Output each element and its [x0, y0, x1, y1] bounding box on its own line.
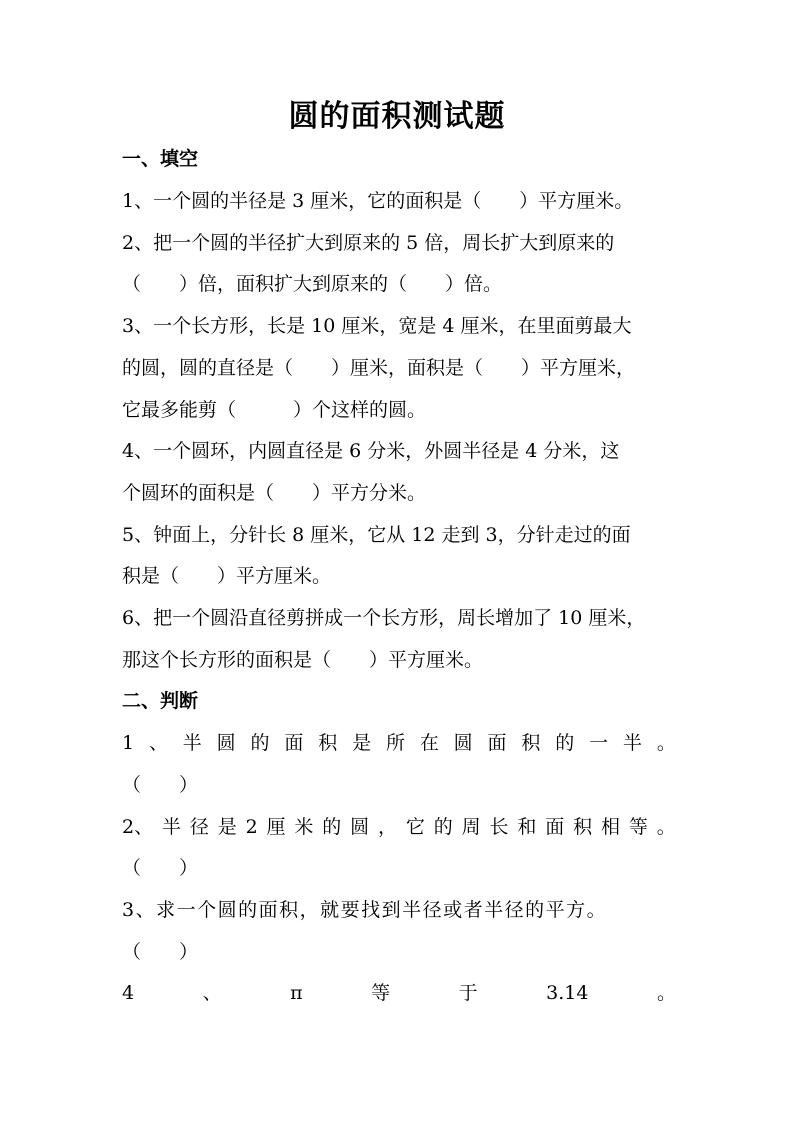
judge-q2-char: 面	[545, 816, 565, 838]
judge-q1-char: 半	[182, 732, 202, 754]
judge-q2-char: 2、	[122, 816, 154, 838]
judge-q4-part: π	[290, 982, 303, 1004]
judge-q1-char: 。	[656, 732, 676, 754]
question-4-line-1: 4、一个圆环，内圆直径是 6 分米，外圆半径是 4 分米，这	[122, 440, 620, 462]
judge-q2-char: 和	[517, 816, 537, 838]
judge-question-1	[122, 729, 676, 757]
question-6-line-1: 6、把一个圆沿直径剪拼成一个长方形，周长增加了 10 厘米，	[122, 607, 646, 629]
judge-q2-char: 等	[628, 816, 648, 838]
judge-q2-char: 圆	[350, 816, 370, 838]
judge-question-3: 3、求一个圆的面积，就要找到半径或者半径的平方。	[122, 899, 608, 921]
judge-q2-char: 径	[189, 816, 209, 838]
judge-q2-char: 是	[217, 816, 237, 838]
judge-q4-part: 、	[202, 982, 222, 1004]
judge-q1-char: 1	[122, 732, 135, 754]
judge-q1-char: 半	[622, 732, 642, 754]
judge-q1-char: 一	[589, 732, 609, 754]
judge-q2-char: ，	[378, 816, 398, 838]
judge-q1-answer-paren: （ ）	[122, 774, 199, 796]
section-heading-true-false: 二、判断	[122, 690, 199, 712]
question-3-line-3: 它最多能剪（ ）个这样的圆。	[122, 399, 427, 421]
judge-q2-char: 半	[161, 816, 181, 838]
question-4-line-2: 个圆环的面积是（ ）平方分米。	[122, 482, 427, 504]
question-5-line-2: 积是（ ）平方厘米。	[122, 565, 332, 587]
judge-q4-part: 。	[656, 982, 676, 1004]
judge-q2-char: 米	[294, 816, 314, 838]
judge-q2-char: 相	[601, 816, 621, 838]
question-6-line-2: 那这个长方形的面积是（ ）平方厘米。	[122, 649, 484, 671]
judge-q2-char: 长	[489, 816, 509, 838]
judge-q1-char: 的	[555, 732, 575, 754]
judge-q2-char: 厘	[266, 816, 286, 838]
judge-q1-char: 的	[250, 732, 270, 754]
section-heading-fill-blank: 一、填空	[122, 148, 199, 170]
judge-question-4	[122, 979, 676, 1007]
question-3-line-2: 的圆，圆的直径是（ ）厘米，面积是（ ）平方厘米，	[122, 357, 636, 379]
judge-q1-char: 是	[352, 732, 372, 754]
judge-q4-part: 等	[371, 982, 391, 1004]
judge-q2-char: 2	[245, 816, 258, 838]
question-2-line-1: 2、把一个圆的半径扩大到原来的 5 倍，周长扩大到原来的	[122, 232, 615, 254]
judge-q2-char: 的	[433, 816, 453, 838]
question-3-line-1: 3、一个长方形，长是 10 厘米，宽是 4 厘米，在里面剪最大	[122, 315, 632, 337]
judge-q1-char: 面	[284, 732, 304, 754]
judge-q1-char: 积	[318, 732, 338, 754]
judge-q1-char: 圆	[453, 732, 473, 754]
page-title: 圆的面积测试题	[288, 99, 506, 134]
judge-q3-answer-paren: （ ）	[122, 941, 199, 963]
judge-q4-part: 4	[122, 982, 135, 1004]
question-2-line-2: （ ）倍，面积扩大到原来的（ ）倍。	[122, 273, 503, 295]
judge-q2-char: 的	[322, 816, 342, 838]
judge-q1-char: 面	[487, 732, 507, 754]
judge-q2-char: 。	[656, 816, 676, 838]
judge-q4-part: 于	[458, 982, 478, 1004]
question-5-line-1: 5、钟面上，分针长 8 厘米，它从 12 走到 3，分针走过的面	[122, 524, 631, 546]
question-1-line: 1、一个圆的半径是 3 厘米，它的面积是（ ）平方厘米。	[122, 190, 634, 212]
judge-q4-part: 3.14	[546, 982, 589, 1004]
judge-q2-char: 它	[405, 816, 425, 838]
judge-question-2	[122, 813, 676, 841]
judge-q2-char: 积	[573, 816, 593, 838]
judge-q2-char: 周	[461, 816, 481, 838]
judge-q1-char: 、	[148, 732, 168, 754]
judge-q1-char: 在	[419, 732, 439, 754]
judge-q2-answer-paren: （ ）	[122, 857, 199, 879]
judge-q1-char: 积	[521, 732, 541, 754]
judge-q1-char: 圆	[216, 732, 236, 754]
judge-q1-char: 所	[385, 732, 405, 754]
